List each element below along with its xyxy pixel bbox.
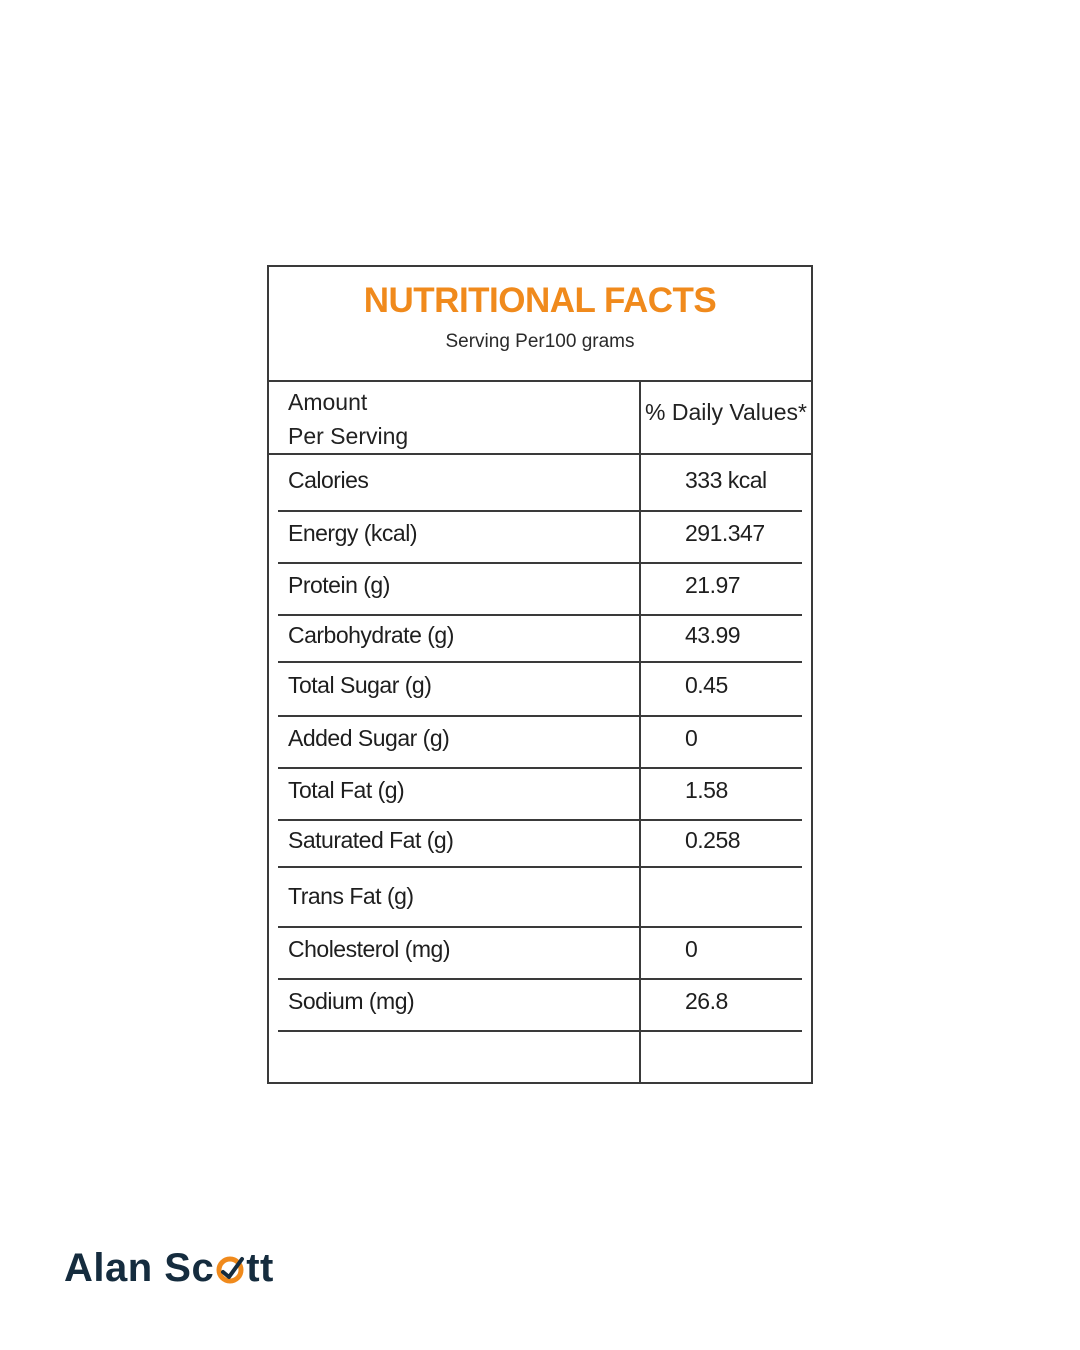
row-divider — [278, 661, 802, 663]
row-label-saturated-fat: Saturated Fat (g) — [288, 827, 454, 853]
row-value-energy: 291.347 — [685, 520, 765, 546]
row-label-total-fat: Total Fat (g) — [288, 777, 405, 803]
amount-header-line1: Amount — [288, 389, 368, 415]
row-label-energy: Energy (kcal) — [288, 520, 417, 546]
row-label-calories: Calories — [288, 467, 369, 493]
row-label-added-sugar: Added Sugar (g) — [288, 725, 450, 751]
row-divider — [278, 614, 802, 616]
panel-title: NUTRITIONAL FACTS — [363, 281, 717, 320]
brand-text-part: tt — [246, 1246, 274, 1290]
nutrition-facts-panel — [267, 265, 813, 1084]
row-value-added-sugar: 0 — [685, 725, 698, 751]
row-value-carbohydrate: 43.99 — [685, 622, 741, 648]
row-label-cholesterol: Cholesterol (mg) — [288, 936, 450, 962]
row-value-sodium: 26.8 — [685, 988, 728, 1014]
row-divider — [278, 819, 802, 821]
row-label-carbohydrate: Carbohydrate (g) — [288, 622, 454, 648]
row-value-protein: 21.97 — [685, 572, 741, 598]
daily-values-column-header: % Daily Values* — [645, 399, 807, 425]
brand-text-part: Alan Sc — [64, 1246, 215, 1290]
amount-column-header — [288, 385, 408, 453]
row-value-saturated-fat: 0.258 — [685, 827, 741, 853]
row-divider — [278, 1030, 802, 1032]
row-label-total-sugar: Total Sugar (g) — [288, 672, 432, 698]
row-divider — [278, 767, 802, 769]
row-divider — [278, 562, 802, 564]
brand-logo — [64, 1246, 274, 1291]
row-label-trans-fat: Trans Fat (g) — [288, 883, 414, 909]
row-label-sodium: Sodium (mg) — [288, 988, 415, 1014]
row-value-calories: 333 kcal — [685, 467, 767, 493]
row-divider — [278, 866, 802, 868]
row-value-cholesterol: 0 — [685, 936, 698, 962]
row-value-total-fat: 1.58 — [685, 777, 728, 803]
row-divider — [278, 926, 802, 928]
serving-size: Serving Per100 grams — [445, 331, 635, 352]
panel-header — [269, 267, 811, 382]
row-divider — [278, 510, 802, 512]
row-label-protein: Protein (g) — [288, 572, 390, 598]
row-divider — [278, 978, 802, 980]
header-divider — [269, 453, 811, 455]
row-divider — [278, 715, 802, 717]
amount-header-line2: Per Serving — [288, 423, 409, 449]
logo-check-icon — [215, 1255, 245, 1285]
row-value-total-sugar: 0.45 — [685, 672, 728, 698]
